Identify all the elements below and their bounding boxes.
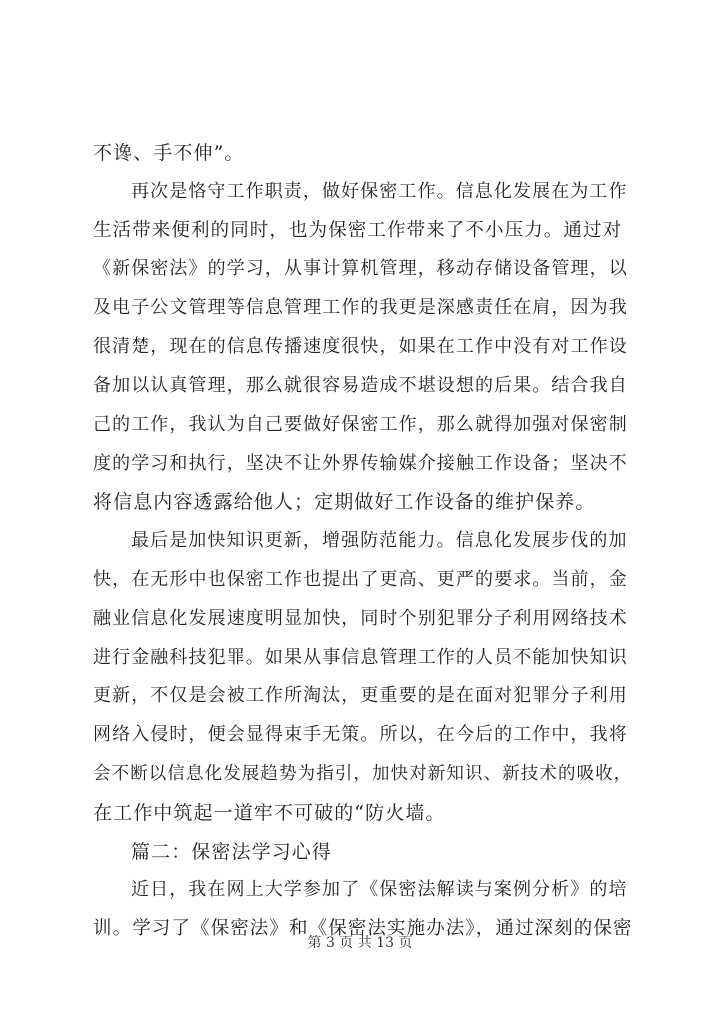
- text-line: 很清楚，现在的信息传播速度很快，如果在工作中没有对工作设: [93, 336, 628, 357]
- text-line: 会不断以信息化发展趋势为指引，加快对新知识、新技术的吸收，: [93, 764, 633, 784]
- text-line: 更新，不仅是会被工作所淘汰，更重要的是在面对犯罪分子利用: [93, 685, 628, 706]
- text-line: 网络入侵时，便会显得束手无策。所以，在今后的工作中，我将: [93, 724, 628, 745]
- paragraph-start-line: 再次是恪守工作职责，做好保密工作。信息化发展在为工作: [131, 181, 628, 202]
- text-line: 生活带来便利的同时，也为保密工作带来了不小压力。通过对: [93, 220, 623, 241]
- text-line: 快，在无形中也保密工作也提出了更高、更严的要求。当前，金: [93, 569, 628, 590]
- text-line: 不谗、手不伸”。: [93, 142, 245, 164]
- section-heading: 篇二：保密法学习心得: [131, 841, 333, 863]
- text-line: 及电子公文管理等信息管理工作的我更是深感责任在肩，因为我: [93, 297, 628, 318]
- paragraph-start-line: 近日，我在网上大学参加了《保密法解读与案例分析》的培: [131, 879, 628, 900]
- text-line: 己的工作，我认为自己要做好保密工作，那么就得加强对保密制: [93, 414, 628, 435]
- text-line: 度的学习和执行，坚决不让外界传输媒介接触工作设备；坚决不: [93, 453, 628, 474]
- page-number-footer: 第 3 页 共 13 页: [307, 935, 413, 951]
- text-line: 训。学习了《保密法》和《保密法实施办法》，通过深刻的保密: [93, 918, 633, 939]
- text-line: 在工作中筑起一道牢不可破的“防火墙。: [93, 802, 446, 824]
- paragraph-start-line: 最后是加快知识更新，增强防范能力。信息化发展步伐的加: [131, 530, 628, 551]
- text-line: 《新保密法》的学习，从事计算机管理，移动存储设备管理，以: [93, 258, 628, 279]
- text-line: 备加以认真管理，那么就很容易造成不堪设想的后果。结合我自: [93, 375, 628, 396]
- text-line: 融业信息化发展速度明显加快，同时个别犯罪分子利用网络技术: [93, 608, 628, 629]
- text-line: 将信息内容透露给他人；定期做好工作设备的维护保养。: [93, 491, 596, 513]
- text-line: 进行金融科技犯罪。如果从事信息管理工作的人员不能加快知识: [93, 647, 628, 668]
